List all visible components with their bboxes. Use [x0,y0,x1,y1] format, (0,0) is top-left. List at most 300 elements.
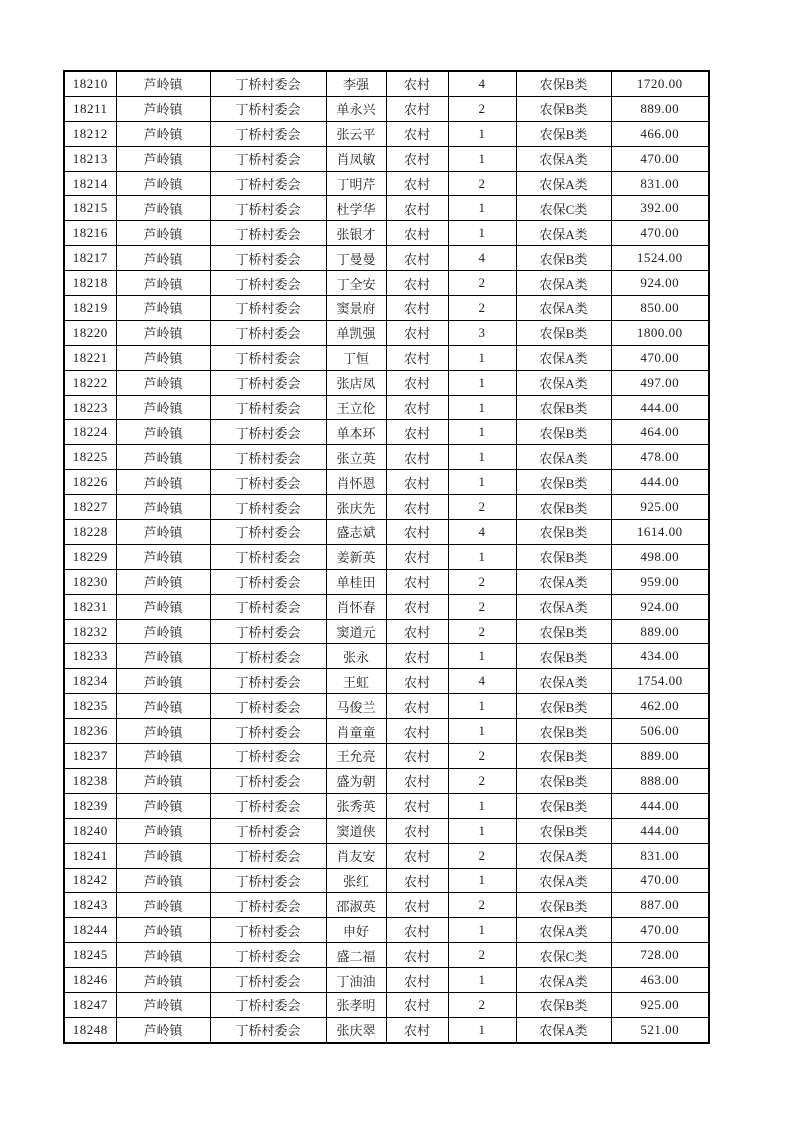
cell-amount: 478.00 [611,445,709,470]
cell-person-count: 1 [448,445,516,470]
cell-village-committee: 丁桥村委会 [210,296,326,321]
cell-insurance-category: 农保A类 [516,370,611,395]
cell-amount: 924.00 [611,594,709,619]
cell-town: 芦岭镇 [116,843,210,868]
cell-record-id: 18232 [64,619,116,644]
cell-village-committee: 丁桥村委会 [210,992,326,1017]
cell-village-committee: 丁桥村委会 [210,495,326,520]
cell-insurance-category: 农保B类 [516,744,611,769]
cell-residence-type: 农村 [386,968,448,993]
cell-town: 芦岭镇 [116,569,210,594]
cell-town: 芦岭镇 [116,271,210,296]
cell-residence-type: 农村 [386,296,448,321]
cell-amount: 470.00 [611,918,709,943]
cell-amount: 470.00 [611,221,709,246]
cell-amount: 831.00 [611,843,709,868]
cell-town: 芦岭镇 [116,71,210,96]
cell-residence-type: 农村 [386,793,448,818]
cell-village-committee: 丁桥村委会 [210,320,326,345]
cell-amount: 392.00 [611,196,709,221]
cell-insurance-category: 农保A类 [516,345,611,370]
cell-person-name: 肖怀春 [326,594,386,619]
cell-village-committee: 丁桥村委会 [210,569,326,594]
cell-residence-type: 农村 [386,843,448,868]
cell-town: 芦岭镇 [116,943,210,968]
cell-amount: 831.00 [611,171,709,196]
table-row [64,569,709,594]
cell-person-name: 单凯强 [326,320,386,345]
cell-insurance-category: 农保A类 [516,918,611,943]
cell-town: 芦岭镇 [116,793,210,818]
cell-residence-type: 农村 [386,495,448,520]
cell-record-id: 18219 [64,296,116,321]
cell-residence-type: 农村 [386,669,448,694]
cell-insurance-category: 农保B类 [516,320,611,345]
cell-person-count: 2 [448,843,516,868]
cell-person-name: 盛为朝 [326,768,386,793]
cell-town: 芦岭镇 [116,992,210,1017]
table-row [64,594,709,619]
cell-person-count: 1 [448,968,516,993]
cell-record-id: 18240 [64,818,116,843]
table-row [64,320,709,345]
cell-town: 芦岭镇 [116,968,210,993]
table-row [64,943,709,968]
cell-village-committee: 丁桥村委会 [210,420,326,445]
cell-insurance-category: 农保B类 [516,893,611,918]
cell-residence-type: 农村 [386,943,448,968]
cell-amount: 498.00 [611,544,709,569]
cell-village-committee: 丁桥村委会 [210,121,326,146]
cell-person-count: 2 [448,171,516,196]
cell-person-name: 王允亮 [326,744,386,769]
table-row [64,868,709,893]
cell-amount: 1720.00 [611,71,709,96]
cell-residence-type: 农村 [386,246,448,271]
table-row [64,71,709,96]
cell-residence-type: 农村 [386,594,448,619]
cell-town: 芦岭镇 [116,146,210,171]
cell-amount: 470.00 [611,146,709,171]
cell-insurance-category: 农保C类 [516,196,611,221]
cell-person-name: 肖童童 [326,719,386,744]
table-row [64,495,709,520]
table-row [64,420,709,445]
cell-residence-type: 农村 [386,918,448,943]
cell-town: 芦岭镇 [116,320,210,345]
cell-town: 芦岭镇 [116,121,210,146]
cell-person-name: 王虹 [326,669,386,694]
table-row [64,296,709,321]
cell-village-committee: 丁桥村委会 [210,694,326,719]
cell-residence-type: 农村 [386,345,448,370]
table-row [64,843,709,868]
cell-person-count: 1 [448,818,516,843]
cell-village-committee: 丁桥村委会 [210,146,326,171]
table-row [64,744,709,769]
cell-amount: 464.00 [611,420,709,445]
cell-village-committee: 丁桥村委会 [210,968,326,993]
cell-residence-type: 农村 [386,171,448,196]
cell-amount: 444.00 [611,793,709,818]
cell-insurance-category: 农保B类 [516,246,611,271]
cell-amount: 888.00 [611,768,709,793]
cell-residence-type: 农村 [386,71,448,96]
cell-insurance-category: 农保B类 [516,694,611,719]
cell-person-count: 1 [448,146,516,171]
cell-town: 芦岭镇 [116,1017,210,1042]
cell-person-name: 窦景府 [326,296,386,321]
table-row [64,694,709,719]
cell-village-committee: 丁桥村委会 [210,918,326,943]
cell-amount: 497.00 [611,370,709,395]
cell-person-name: 单本环 [326,420,386,445]
cell-village-committee: 丁桥村委会 [210,544,326,569]
cell-town: 芦岭镇 [116,918,210,943]
cell-record-id: 18217 [64,246,116,271]
cell-record-id: 18229 [64,544,116,569]
cell-record-id: 18247 [64,992,116,1017]
cell-insurance-category: 农保B类 [516,470,611,495]
cell-person-name: 张红 [326,868,386,893]
cell-insurance-category: 农保B类 [516,495,611,520]
cell-village-committee: 丁桥村委会 [210,520,326,545]
cell-town: 芦岭镇 [116,221,210,246]
cell-record-id: 18216 [64,221,116,246]
cell-person-name: 张庆先 [326,495,386,520]
cell-town: 芦岭镇 [116,171,210,196]
cell-person-count: 1 [448,918,516,943]
table-row [64,520,709,545]
cell-town: 芦岭镇 [116,818,210,843]
table-row [64,719,709,744]
cell-village-committee: 丁桥村委会 [210,96,326,121]
cell-record-id: 18227 [64,495,116,520]
cell-residence-type: 农村 [386,395,448,420]
cell-record-id: 18218 [64,271,116,296]
cell-person-count: 2 [448,495,516,520]
cell-person-name: 肖怀恩 [326,470,386,495]
cell-village-committee: 丁桥村委会 [210,246,326,271]
cell-record-id: 18234 [64,669,116,694]
cell-amount: 521.00 [611,1017,709,1042]
cell-person-name: 窦道侠 [326,818,386,843]
cell-record-id: 18245 [64,943,116,968]
cell-village-committee: 丁桥村委会 [210,594,326,619]
cell-person-count: 1 [448,793,516,818]
cell-town: 芦岭镇 [116,246,210,271]
cell-record-id: 18228 [64,520,116,545]
cell-residence-type: 农村 [386,818,448,843]
cell-town: 芦岭镇 [116,644,210,669]
table-row [64,96,709,121]
cell-person-count: 2 [448,619,516,644]
cell-person-name: 张永 [326,644,386,669]
cell-insurance-category: 农保A类 [516,1017,611,1042]
cell-residence-type: 农村 [386,619,448,644]
cell-amount: 470.00 [611,868,709,893]
cell-village-committee: 丁桥村委会 [210,619,326,644]
cell-person-name: 丁曼曼 [326,246,386,271]
cell-residence-type: 农村 [386,868,448,893]
cell-person-name: 丁油油 [326,968,386,993]
cell-town: 芦岭镇 [116,669,210,694]
table-row [64,818,709,843]
cell-record-id: 18235 [64,694,116,719]
table-row [64,544,709,569]
cell-person-name: 丁恒 [326,345,386,370]
cell-person-name: 张银才 [326,221,386,246]
table-row [64,893,709,918]
table-row [64,669,709,694]
table-row [64,146,709,171]
cell-village-committee: 丁桥村委会 [210,171,326,196]
cell-record-id: 18231 [64,594,116,619]
cell-insurance-category: 农保A类 [516,271,611,296]
cell-town: 芦岭镇 [116,420,210,445]
cell-village-committee: 丁桥村委会 [210,271,326,296]
cell-person-name: 丁全安 [326,271,386,296]
cell-town: 芦岭镇 [116,744,210,769]
cell-record-id: 18239 [64,793,116,818]
cell-person-count: 2 [448,768,516,793]
cell-person-name: 丁明芹 [326,171,386,196]
cell-village-committee: 丁桥村委会 [210,1017,326,1042]
cell-record-id: 18210 [64,71,116,96]
cell-person-name: 单桂田 [326,569,386,594]
cell-record-id: 18215 [64,196,116,221]
cell-insurance-category: 农保A类 [516,221,611,246]
cell-village-committee: 丁桥村委会 [210,868,326,893]
cell-insurance-category: 农保A类 [516,594,611,619]
cell-person-count: 4 [448,246,516,271]
cell-residence-type: 农村 [386,744,448,769]
cell-person-count: 1 [448,196,516,221]
cell-person-count: 1 [448,694,516,719]
cell-residence-type: 农村 [386,992,448,1017]
cell-person-name: 张秀英 [326,793,386,818]
cell-town: 芦岭镇 [116,445,210,470]
cell-town: 芦岭镇 [116,544,210,569]
cell-person-count: 4 [448,669,516,694]
cell-person-name: 邵淑英 [326,893,386,918]
cell-village-committee: 丁桥村委会 [210,470,326,495]
cell-record-id: 18242 [64,868,116,893]
cell-residence-type: 农村 [386,719,448,744]
table-row [64,918,709,943]
cell-residence-type: 农村 [386,544,448,569]
cell-insurance-category: 农保B类 [516,520,611,545]
table-row [64,395,709,420]
cell-record-id: 18238 [64,768,116,793]
cell-insurance-category: 农保B类 [516,71,611,96]
cell-person-count: 2 [448,296,516,321]
cell-record-id: 18213 [64,146,116,171]
cell-person-count: 4 [448,520,516,545]
cell-insurance-category: 农保B类 [516,96,611,121]
cell-insurance-category: 农保B类 [516,619,611,644]
cell-village-committee: 丁桥村委会 [210,221,326,246]
cell-record-id: 18248 [64,1017,116,1042]
cell-village-committee: 丁桥村委会 [210,644,326,669]
cell-amount: 850.00 [611,296,709,321]
cell-record-id: 18230 [64,569,116,594]
cell-record-id: 18211 [64,96,116,121]
cell-insurance-category: 农保B类 [516,395,611,420]
cell-insurance-category: 农保A类 [516,868,611,893]
cell-insurance-category: 农保B类 [516,719,611,744]
cell-person-name: 肖友安 [326,843,386,868]
cell-village-committee: 丁桥村委会 [210,893,326,918]
cell-insurance-category: 农保B类 [516,644,611,669]
cell-amount: 925.00 [611,992,709,1017]
cell-town: 芦岭镇 [116,619,210,644]
cell-person-name: 姜新英 [326,544,386,569]
cell-village-committee: 丁桥村委会 [210,395,326,420]
cell-record-id: 18237 [64,744,116,769]
cell-person-count: 1 [448,719,516,744]
cell-person-count: 2 [448,569,516,594]
cell-amount: 889.00 [611,744,709,769]
cell-village-committee: 丁桥村委会 [210,345,326,370]
cell-town: 芦岭镇 [116,345,210,370]
cell-insurance-category: 农保B类 [516,420,611,445]
cell-town: 芦岭镇 [116,694,210,719]
cell-person-name: 杜学华 [326,196,386,221]
cell-person-count: 1 [448,470,516,495]
cell-residence-type: 农村 [386,694,448,719]
cell-town: 芦岭镇 [116,719,210,744]
cell-amount: 889.00 [611,619,709,644]
cell-amount: 1800.00 [611,320,709,345]
cell-residence-type: 农村 [386,320,448,345]
cell-record-id: 18221 [64,345,116,370]
subsidy-table [63,70,710,1044]
cell-village-committee: 丁桥村委会 [210,744,326,769]
cell-person-name: 马俊兰 [326,694,386,719]
cell-amount: 924.00 [611,271,709,296]
table-row [64,992,709,1017]
cell-person-count: 4 [448,71,516,96]
cell-town: 芦岭镇 [116,296,210,321]
table-row [64,370,709,395]
cell-record-id: 18241 [64,843,116,868]
cell-person-count: 2 [448,744,516,769]
cell-amount: 1614.00 [611,520,709,545]
table-row [64,271,709,296]
cell-town: 芦岭镇 [116,370,210,395]
cell-amount: 466.00 [611,121,709,146]
cell-village-committee: 丁桥村委会 [210,370,326,395]
cell-insurance-category: 农保B类 [516,768,611,793]
cell-town: 芦岭镇 [116,196,210,221]
cell-insurance-category: 农保A类 [516,968,611,993]
cell-amount: 444.00 [611,395,709,420]
cell-town: 芦岭镇 [116,470,210,495]
cell-person-name: 肖凤敏 [326,146,386,171]
cell-residence-type: 农村 [386,271,448,296]
cell-amount: 887.00 [611,893,709,918]
cell-insurance-category: 农保A类 [516,146,611,171]
cell-insurance-category: 农保A类 [516,171,611,196]
table-row [64,968,709,993]
cell-person-count: 1 [448,544,516,569]
cell-person-count: 1 [448,370,516,395]
cell-village-committee: 丁桥村委会 [210,768,326,793]
cell-village-committee: 丁桥村委会 [210,71,326,96]
cell-insurance-category: 农保B类 [516,992,611,1017]
cell-person-count: 1 [448,395,516,420]
cell-residence-type: 农村 [386,146,448,171]
cell-amount: 470.00 [611,345,709,370]
cell-village-committee: 丁桥村委会 [210,445,326,470]
cell-amount: 462.00 [611,694,709,719]
cell-insurance-category: 农保A类 [516,569,611,594]
table-row [64,221,709,246]
cell-residence-type: 农村 [386,470,448,495]
cell-person-count: 1 [448,1017,516,1042]
cell-record-id: 18246 [64,968,116,993]
cell-town: 芦岭镇 [116,520,210,545]
cell-village-committee: 丁桥村委会 [210,196,326,221]
cell-village-committee: 丁桥村委会 [210,719,326,744]
cell-town: 芦岭镇 [116,768,210,793]
table-row [64,345,709,370]
cell-insurance-category: 农保B类 [516,793,611,818]
cell-person-count: 2 [448,271,516,296]
cell-person-count: 2 [448,96,516,121]
cell-amount: 728.00 [611,943,709,968]
cell-town: 芦岭镇 [116,495,210,520]
cell-insurance-category: 农保A类 [516,669,611,694]
cell-residence-type: 农村 [386,768,448,793]
table-row [64,445,709,470]
cell-person-count: 1 [448,420,516,445]
cell-record-id: 18212 [64,121,116,146]
cell-record-id: 18223 [64,395,116,420]
cell-town: 芦岭镇 [116,868,210,893]
cell-town: 芦岭镇 [116,96,210,121]
cell-amount: 1754.00 [611,669,709,694]
cell-person-name: 单永兴 [326,96,386,121]
cell-village-committee: 丁桥村委会 [210,843,326,868]
cell-person-count: 1 [448,121,516,146]
cell-record-id: 18214 [64,171,116,196]
cell-residence-type: 农村 [386,445,448,470]
cell-residence-type: 农村 [386,221,448,246]
cell-amount: 889.00 [611,96,709,121]
cell-record-id: 18244 [64,918,116,943]
cell-residence-type: 农村 [386,121,448,146]
cell-insurance-category: 农保A类 [516,843,611,868]
table-body [64,71,709,1043]
table-row [64,793,709,818]
cell-person-name: 张庆翠 [326,1017,386,1042]
cell-residence-type: 农村 [386,370,448,395]
cell-town: 芦岭镇 [116,594,210,619]
cell-person-name: 张孝明 [326,992,386,1017]
cell-person-name: 申好 [326,918,386,943]
table-row [64,246,709,271]
table-row [64,121,709,146]
cell-record-id: 18225 [64,445,116,470]
table-row [64,196,709,221]
cell-insurance-category: 农保C类 [516,943,611,968]
cell-amount: 925.00 [611,495,709,520]
cell-village-committee: 丁桥村委会 [210,818,326,843]
cell-residence-type: 农村 [386,196,448,221]
cell-person-name: 盛二福 [326,943,386,968]
